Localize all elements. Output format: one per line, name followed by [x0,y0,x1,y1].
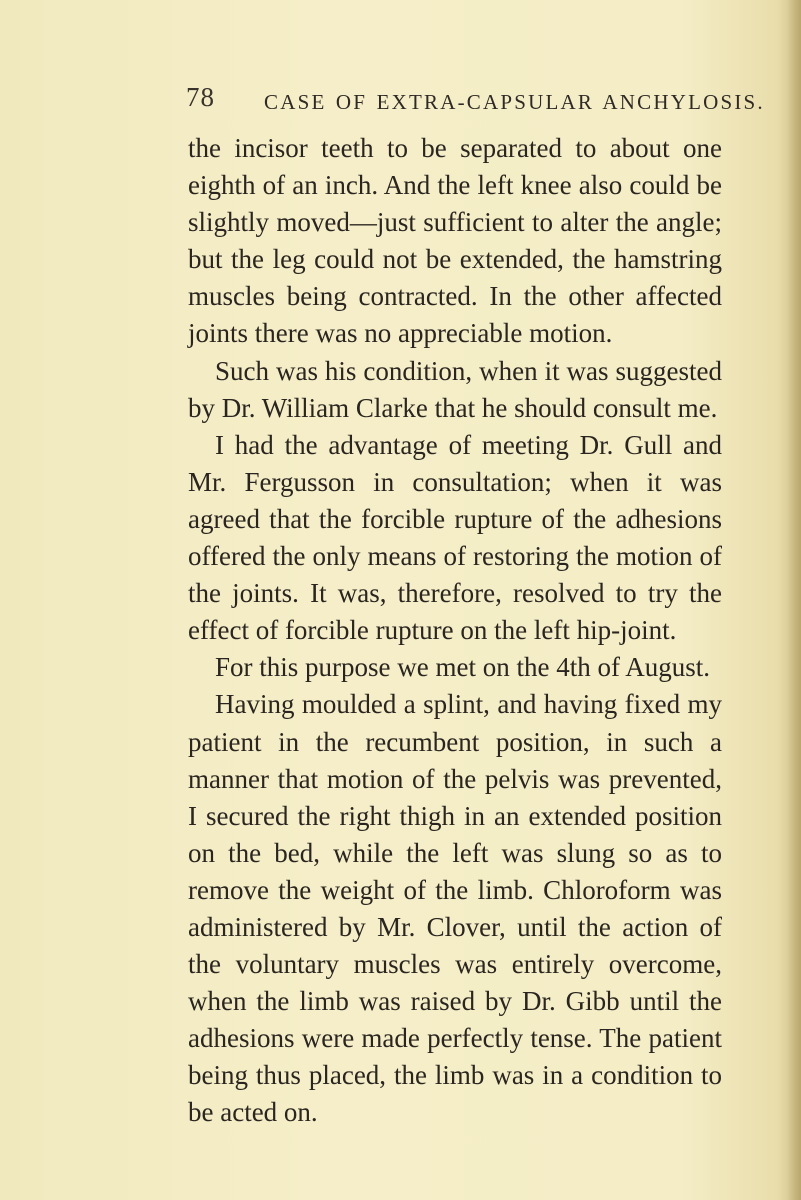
paragraph-2: Such was his condition, when it was suggested by Dr. William Clarke that he should consult me. [188,355,722,423]
paragraph-5: Having moulded a splint, and having fixed my patient in the recumbent position, in such a manner that motion of the pelvis was prevented, I secured the right thigh in an extended position on the bed, while the left was slung so as to remove the weight of the limb. Chloroform was administered by Mr. Clover, until the action of the voluntary muscles was entirely overcome, when the limb was raised by Dr. Gibb until the adhesions were made perfectly tense. The patient being thus placed, the limb was in a condition to be acted on. [188,689,722,1128]
paragraph-3: I had the advantage of meeting Dr. Gull and Mr. Fergusson in consultation; when it was agreed that the forcible rupture of the adhesions offered the only means of restoring the motion of the joints. It was, therefore, resolved to try the effect of forcible rupture on the left hip-joint. [188,429,722,646]
paragraph-4: For this purpose we met on the 4th of August. [215,652,710,683]
page-header [0,80,801,120]
page-number: 78 [186,82,215,112]
body-text [188,130,722,1132]
running-head: CASE OF EXTRA-CAPSULAR ANCHYLOSIS. [264,90,765,114]
paragraph-1: the incisor teeth to be separated to about one eighth of an inch. And the left knee also could be slightly moved—just sufficient to alter the angle; but the leg could not be extended, the hamstring muscles being contracted. In the other affected joints there was no appreciable motion. [188,133,722,349]
page-edge-shadow [787,0,801,1200]
